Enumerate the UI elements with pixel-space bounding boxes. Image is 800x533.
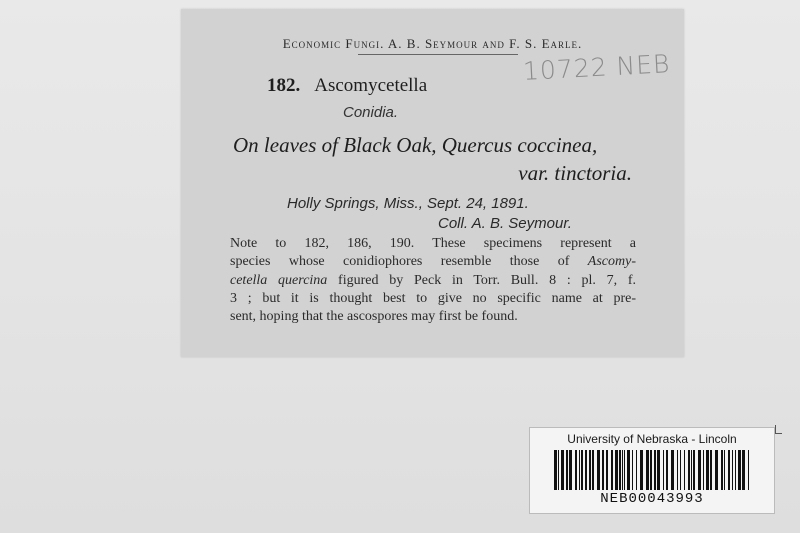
note-text: species whose conidiophores resemble those of: [230, 254, 588, 270]
note-line: sent, hoping that the ascospores may first be found.: [230, 309, 518, 325]
barcode-number: NEB00043993: [600, 491, 704, 507]
barcode-bar: [680, 450, 681, 490]
barcode-bar: [721, 450, 723, 490]
barcode-bar: [646, 450, 649, 490]
barcode-bar: [666, 450, 668, 490]
locality: Holly Springs, Miss., Sept. 24, 1891.: [287, 195, 529, 212]
barcode-bar: [554, 450, 557, 490]
barcode-bar: [558, 450, 559, 490]
barcode-bar: [622, 450, 623, 490]
barcode-bar: [579, 450, 580, 490]
barcode-bar: [592, 450, 594, 490]
label-header: Economic Fungi. A. B. Seymour and F. S. Earle.: [282, 36, 583, 51]
note-text-italic: cetella quercina: [230, 272, 328, 288]
barcode-bar: [728, 450, 730, 490]
barcode-label: [529, 427, 775, 514]
barcode-bar: [627, 450, 630, 490]
barcode-bar: [677, 450, 678, 490]
accession-number: 10722 NEB: [522, 49, 672, 86]
corner-mark: [775, 425, 782, 434]
barcode-bar: [632, 450, 633, 490]
specimen-number: 182.: [267, 75, 301, 96]
note-line: [230, 253, 636, 271]
barcode-bar: [715, 450, 718, 490]
note-line: 3 ; but it is thought best to give no specific name at pre-: [230, 290, 636, 306]
barcode-bar: [691, 450, 692, 490]
barcode-bar: [732, 450, 733, 490]
barcode-bar: [606, 450, 608, 490]
barcode-bar: [654, 450, 656, 490]
barcode-bar: [698, 450, 701, 490]
host-line-1: On leaves of Black Oak, Quercus coccinea,: [233, 133, 598, 157]
barcode-bar: [619, 450, 621, 490]
barcode-bar: [615, 450, 618, 490]
barcode-bar: [663, 450, 664, 490]
barcode-bar: [640, 450, 643, 490]
barcode-bar: [561, 450, 564, 490]
barcode-bar: [738, 450, 741, 490]
barcode-bar: [611, 450, 613, 490]
barcode-bar: [748, 450, 749, 490]
barcode-bar: [624, 450, 625, 490]
barcode-bar: [581, 450, 583, 490]
barcode: [554, 450, 750, 490]
barcode-bar: [710, 450, 712, 490]
barcode-bar: [684, 450, 685, 490]
barcode-bar: [575, 450, 577, 490]
barcode-bar: [585, 450, 587, 490]
institution-name: University of Nebraska - Lincoln: [567, 432, 737, 446]
genus-name: Ascomycetella: [314, 75, 428, 96]
barcode-bar: [724, 450, 725, 490]
specimen-label: [181, 9, 684, 357]
barcode-bar: [589, 450, 591, 490]
collector: Coll. A. B. Seymour.: [438, 215, 572, 232]
barcode-bar: [693, 450, 695, 490]
barcode-bar: [688, 450, 690, 490]
barcode-bar: [597, 450, 600, 490]
barcode-bar: [742, 450, 745, 490]
barcode-bar: [657, 450, 660, 490]
barcode-bar: [566, 450, 568, 490]
note-text: figured by Peck in Torr. Bull. 8 : pl. 7, f.: [327, 272, 636, 288]
barcode-bar: [636, 450, 637, 490]
barcode-bar: [706, 450, 709, 490]
note-text-italic: Ascomy-: [587, 254, 636, 270]
note-line: Note to 182, 186, 190. These specimens represent a: [230, 236, 636, 251]
barcode-bar: [650, 450, 652, 490]
note-line: [230, 272, 636, 290]
note-paragraph: [230, 235, 636, 326]
host-line-2: var. tinctoria.: [518, 161, 632, 185]
barcode-bar: [735, 450, 736, 490]
header-rule: [358, 54, 518, 55]
barcode-bar: [703, 450, 704, 490]
barcode-bar: [602, 450, 604, 490]
specimen-title: [267, 75, 427, 97]
stage-label: Conidia.: [343, 104, 399, 121]
barcode-bar: [671, 450, 674, 490]
barcode-bar: [569, 450, 572, 490]
